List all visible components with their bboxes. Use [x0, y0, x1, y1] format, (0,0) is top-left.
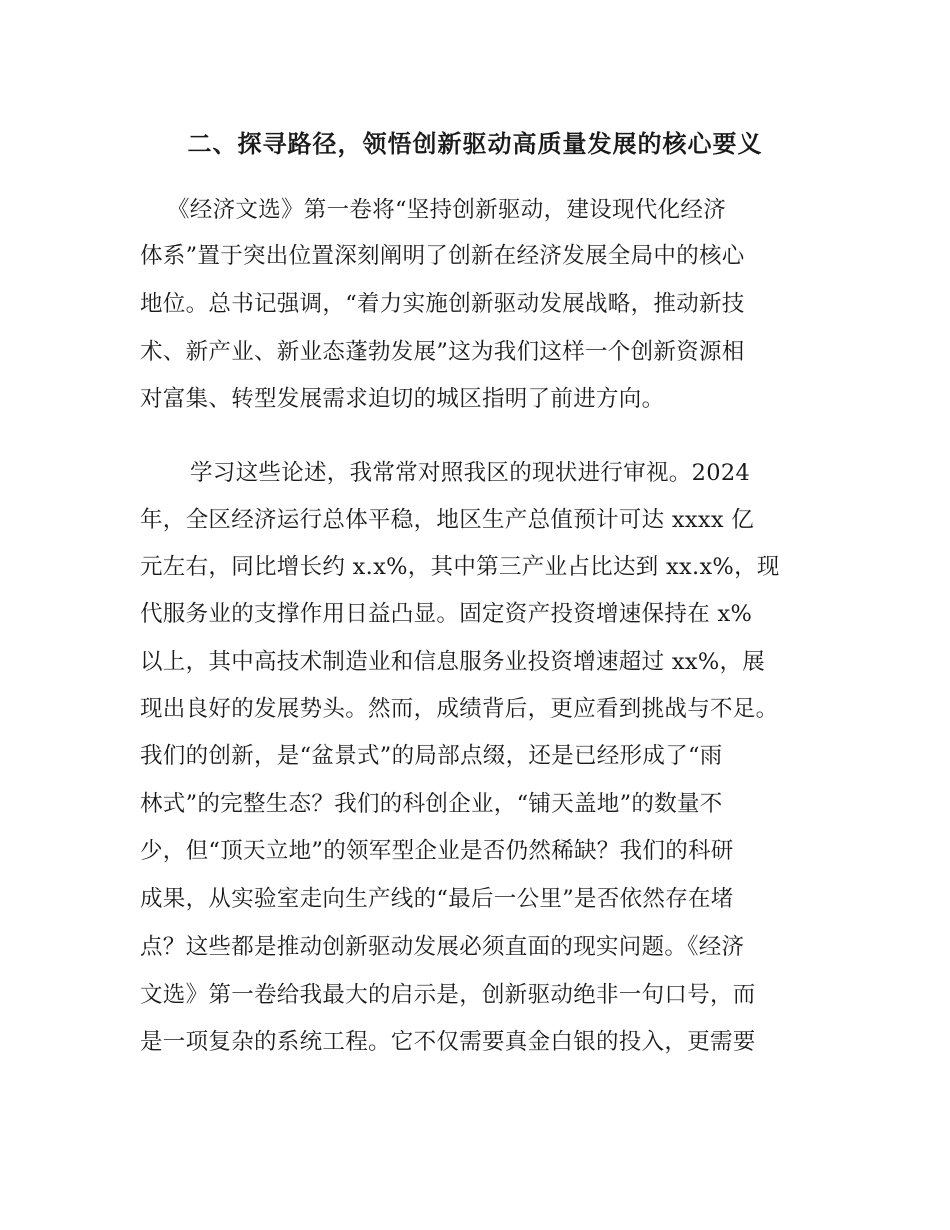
paragraph-2-line-12: 文选》第一卷给我最大的启示是，创新驱动绝非一句口号，而	[140, 982, 756, 1008]
paragraph-2-line-7: 我们的创新，是“盆景式”的局部点缀，还是已经形成了“雨	[140, 743, 723, 769]
paragraph-2-line-4: 代服务业的支撑作用日益凸显。固定资产投资增速保持在 x%	[140, 601, 753, 627]
paragraph-2-line-10: 成果，从实验室走向生产线的“最后一公里”是否依然存在堵	[140, 886, 734, 912]
paragraph-1-line-5: 对富集、转型发展需求迫切的城区指明了前进方向。	[140, 386, 665, 412]
paragraph-1-line-2: 体系”置于突出位置深刻阐明了创新在经济发展全局中的核心	[140, 243, 745, 269]
paragraph-1-line-1: 《经济文选》第一卷将“坚持创新驱动，建设现代化经济	[167, 197, 727, 223]
section-heading: 二、探寻路径，领悟创新驱动高质量发展的核心要义	[187, 130, 763, 158]
paragraph-2-line-1: 学习这些论述，我常常对照我区的现状进行审视。2024	[190, 460, 751, 486]
paragraph-1-line-4: 术、新产业、新业态蓬勃发展”这为我们这样一个创新资源相	[140, 339, 745, 365]
paragraph-2-line-11: 点？这些都是推动创新驱动发展必须直面的现实问题。《经济	[140, 934, 745, 960]
paragraph-2-line-6: 现出良好的发展势头。然而，成绩背后，更应看到挑战与不足。	[140, 696, 779, 722]
paragraph-2-line-9: 少，但“顶天立地”的领军型企业是否仍然稀缺？我们的科研	[140, 838, 734, 864]
paragraph-2-line-2: 年，全区经济运行总体平稳，地区生产总值预计可达 xxxx 亿	[140, 507, 755, 533]
paragraph-2-line-8: 林式”的完整生态？我们的科创企业，“铺天盖地”的数量不	[140, 791, 723, 817]
paragraph-2-line-13: 是一项复杂的系统工程。它不仅需要真金白银的投入，更需要	[140, 1029, 756, 1055]
paragraph-2-line-3: 元左右，同比增长约 x.x%，其中第三产业占比达到 xx.x%，现	[140, 554, 780, 580]
paragraph-1-line-3: 地位。总书记强调，“着力实施创新驱动发展战略，推动新技	[140, 291, 745, 317]
paragraph-2-line-5: 以上，其中高技术制造业和信息服务业投资增速超过 xx%，展	[140, 649, 766, 675]
